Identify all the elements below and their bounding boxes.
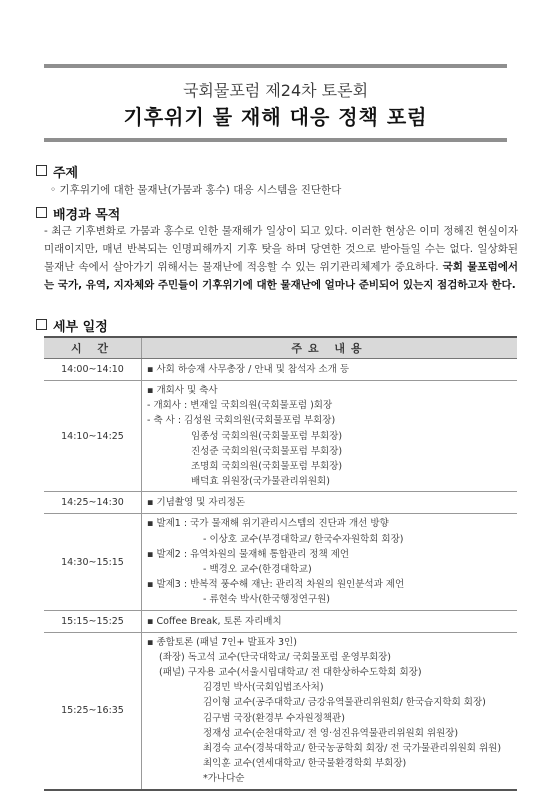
table-row xyxy=(44,359,517,381)
content-line: ▪ 종합토론 (패널 7인+ 발표자 3인) xyxy=(147,636,297,648)
content-line: - 축 사 : 김성원 국회의원(국회물포럼 부회장) xyxy=(147,415,336,427)
column-header-content: 주요 내용 xyxy=(142,337,518,359)
content-line: - 류현숙 박사(한국행정연구원) xyxy=(203,594,331,606)
section-background-label: 배경과 목적 xyxy=(53,208,121,223)
column-header-time: 시 간 xyxy=(44,337,142,359)
content-line: 김경민 박사(국회입법조사처) xyxy=(203,682,324,694)
content-line: (좌장) 독고석 교수(단국대학교/ 국회물포럼 운영부회장) xyxy=(159,651,391,663)
section-background-heading xyxy=(36,204,120,223)
content-line: 정재성 교수(순천대학교/ 전 영·섬진유역물관리위원회 위원장) xyxy=(203,727,459,739)
content-line: 김구범 국장(환경부 수자원정책관) xyxy=(203,712,345,724)
topic-item: ◦ 기후위기에 대한 물재난(가뭄과 홍수) 대응 시스템을 진단한다 xyxy=(50,184,342,196)
schedule-table xyxy=(44,336,517,791)
content-line: ▪ Coffee Break, 토론 자리배치 xyxy=(147,615,282,627)
time-cell: 14:25~14:30 xyxy=(44,492,142,514)
content-line: 진성준 국회의원(국회물포럼 부회장) xyxy=(191,445,343,457)
content-line: 김이형 교수(공주대학교/ 금강유역물관리위원회/ 한국습지학회 회장) xyxy=(203,697,486,709)
content-line: *가나다순 xyxy=(203,773,245,785)
content-line: ▪ 발제2 : 유역차원의 물재해 통합관리 정책 제언 xyxy=(147,548,350,560)
content-line: (패널) 구자용 교수(서울시립대학교/ 전 대한상하수도학회 회장) xyxy=(159,667,422,679)
checkbox-square-icon xyxy=(36,165,47,176)
content-cell xyxy=(142,610,518,632)
content-line: - 백경오 교수(한경대학교) xyxy=(203,564,312,576)
content-cell xyxy=(142,632,518,790)
content-line: ▪ 사회 하승재 사무총장 / 안내 및 참석자 소개 등 xyxy=(147,363,350,375)
content-cell xyxy=(142,492,518,514)
table-row xyxy=(44,381,517,492)
content-line: 최익훈 교수(연세대학교/ 한국물환경학회 부회장) xyxy=(203,758,407,770)
content-line: 임종성 국회의원(국회물포럼 부회장) xyxy=(191,430,343,442)
table-row xyxy=(44,514,517,610)
time-cell: 15:25~16:35 xyxy=(44,632,142,790)
forum-subtitle: 국회물포럼 제24차 토론회 xyxy=(182,81,369,100)
background-emphasis: 국회 물포럼에서는 국가, 유역, 지자체와 주민들이 기후위기에 대한 물재난에 얼마나 준비되어 있는지 점검하고자 한다. xyxy=(44,261,519,291)
content-line: - 이상호 교수(부경대학교/ 한국수자원학회 회장) xyxy=(203,533,404,545)
section-schedule-heading xyxy=(36,316,108,335)
content-line: ▪ 발제1 : 국가 물재해 위기관리시스템의 진단과 개선 방향 xyxy=(147,518,389,530)
table-row xyxy=(44,610,517,632)
forum-title: 기후위기 물 재해 대응 정책 포럼 xyxy=(123,105,428,129)
content-line: - 개회사 : 변재일 국회의원(국회물포럼 )회장 xyxy=(147,400,333,412)
time-cell: 15:15~15:25 xyxy=(44,610,142,632)
content-line: ▪ 기념촬영 및 자리정돈 xyxy=(147,497,246,509)
time-cell: 14:00~14:10 xyxy=(44,359,142,381)
content-line: ▪ 발제3 : 반복적 풍수해 재난: 관리적 차원의 원인분석과 제언 xyxy=(147,579,405,591)
content-line: 배덕효 위원장(국가물관리위원회) xyxy=(191,476,330,488)
content-line: 최경숙 교수(경북대학교/ 한국농공학회 회장/ 전 국가물관리위원회 위원) xyxy=(203,743,502,755)
table-header-row xyxy=(44,337,517,359)
content-cell xyxy=(142,381,518,492)
background-paragraph xyxy=(44,222,518,294)
checkbox-square-icon xyxy=(36,319,47,330)
content-line: 조명희 국회의원(국회물포럼 부회장) xyxy=(191,461,343,473)
section-topic-heading xyxy=(36,162,78,181)
time-cell: 14:10~14:25 xyxy=(44,381,142,492)
checkbox-square-icon xyxy=(36,207,47,218)
content-line: ▪ 개회사 및 축사 xyxy=(147,385,218,396)
time-cell: 14:30~15:15 xyxy=(44,514,142,610)
section-schedule-label: 세부 일정 xyxy=(53,320,108,335)
content-cell xyxy=(142,359,518,381)
background-text: - 최근 기후변화로 가뭄과 홍수로 인한 물재해가 일상이 되고 있다. 이러한 현상은 이미 정해진 현실이자 미래이지만, 매년 반복되는 인명피해까지 기후 탓을 하며 당연한 것으로 받아들일 수는 없다. 일상화된 물재난 속에서 살아가기 위해서는 물재난에 적응할 수 있는 위기관리체제가 중요하다. xyxy=(44,225,518,273)
table-row xyxy=(44,632,517,790)
content-cell xyxy=(142,514,518,610)
title-box xyxy=(44,64,507,142)
section-topic-label: 주제 xyxy=(53,166,79,181)
table-row xyxy=(44,492,517,514)
